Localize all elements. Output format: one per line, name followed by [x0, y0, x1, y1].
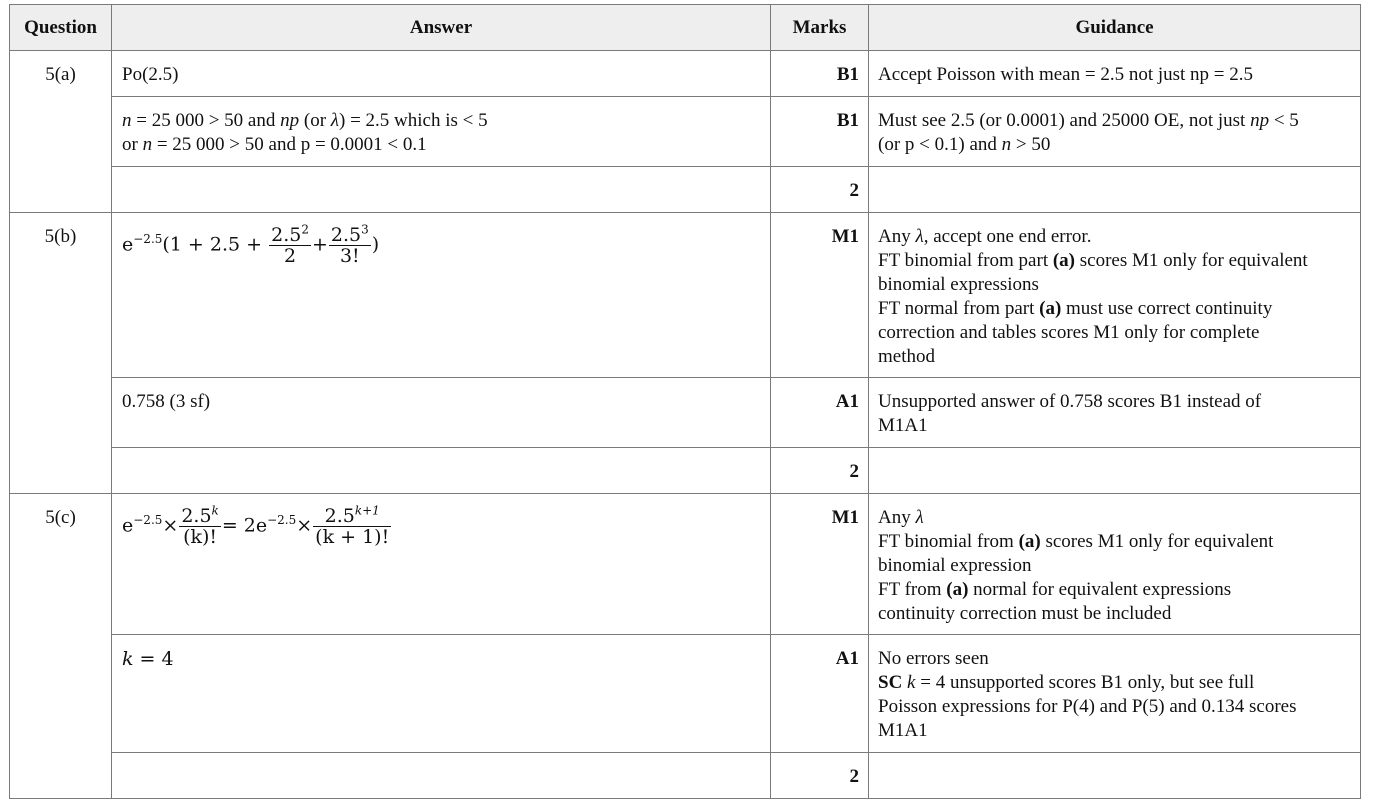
answer-cell [112, 51, 771, 97]
table-row [10, 97, 1361, 167]
question-label-5c: 5(c) [10, 494, 112, 799]
answer-cell: 0.758 (3 sf) [112, 378, 771, 448]
table-row [10, 635, 1361, 753]
total-marks: 2 [771, 753, 869, 799]
table-row [10, 378, 1361, 448]
answer-text: Po(2.5) [122, 64, 179, 85]
mark-cell: B1 [771, 97, 869, 167]
total-marks: 2 [771, 167, 869, 213]
total-marks: 2 [771, 448, 869, 494]
mark-cell: A1 [771, 635, 869, 753]
guidance-cell: Unsupported answer of 0.758 scores B1 instead of M1A1 [869, 378, 1361, 448]
table-row [10, 51, 1361, 97]
mark-cell: A1 [771, 378, 869, 448]
total-row [10, 448, 1361, 494]
total-row [10, 167, 1361, 213]
guidance-cell: No errors seen SC k = 4 unsupported scores B1 only, but see full Poisson expressions for P(4) and P(5) and 0.134 scores M1A1 [869, 635, 1361, 753]
mark-cell: M1 [771, 213, 869, 378]
total-row [10, 753, 1361, 799]
header-question: Question [10, 5, 112, 51]
answer-cell: n = 25 000 > 50 and np (or λ) = 2.5 which is < 5 or n = 25 000 > 50 and p = 0.0001 < 0.1 [112, 97, 771, 167]
header-guidance: Guidance [869, 5, 1361, 51]
mark-cell: B1 [771, 51, 869, 97]
mark-scheme-table [9, 4, 1361, 799]
answer-cell: k = 4 [112, 635, 771, 753]
guidance-cell: Any λ, accept one end error. FT binomial from part (a) scores M1 only for equivalent binomial expressions FT normal from part (a) must use correct continuity correction and tables scores M1 only for complete method [869, 213, 1361, 378]
header-answer: Answer [112, 5, 771, 51]
guidance-cell: Must see 2.5 (or 0.0001) and 25000 OE, not just np < 5 (or p < 0.1) and n > 50 [869, 97, 1361, 167]
header-row [10, 5, 1361, 51]
guidance-cell: Any λ FT binomial from (a) scores M1 only for equivalent binomial expression FT from (a) normal for equivalent expressions continuity correction must be included [869, 494, 1361, 635]
table-row [10, 494, 1361, 635]
header-marks: Marks [771, 5, 869, 51]
guidance-text: Accept Poisson with mean = 2.5 not just np = 2.5 [878, 64, 1254, 85]
question-label-5b: 5(b) [10, 213, 112, 494]
question-label-5a: 5(a) [10, 51, 112, 213]
mark-cell: M1 [771, 494, 869, 635]
guidance-cell [869, 51, 1361, 97]
table-row [10, 213, 1361, 378]
answer-formula: $e^{-2.5}(1 + 2.5$ + $\frac{2.5^2}{2}$ + $\frac{2.5^3}{3!}$ ) [112, 213, 771, 378]
answer-formula: $e^{-2.5}\times$ $\frac{2.5^k}{(k)!}$ = $2e^{-2.5}\times$ $\frac{2.5^{k+1}}{(k + 1)!}$ [112, 494, 771, 635]
